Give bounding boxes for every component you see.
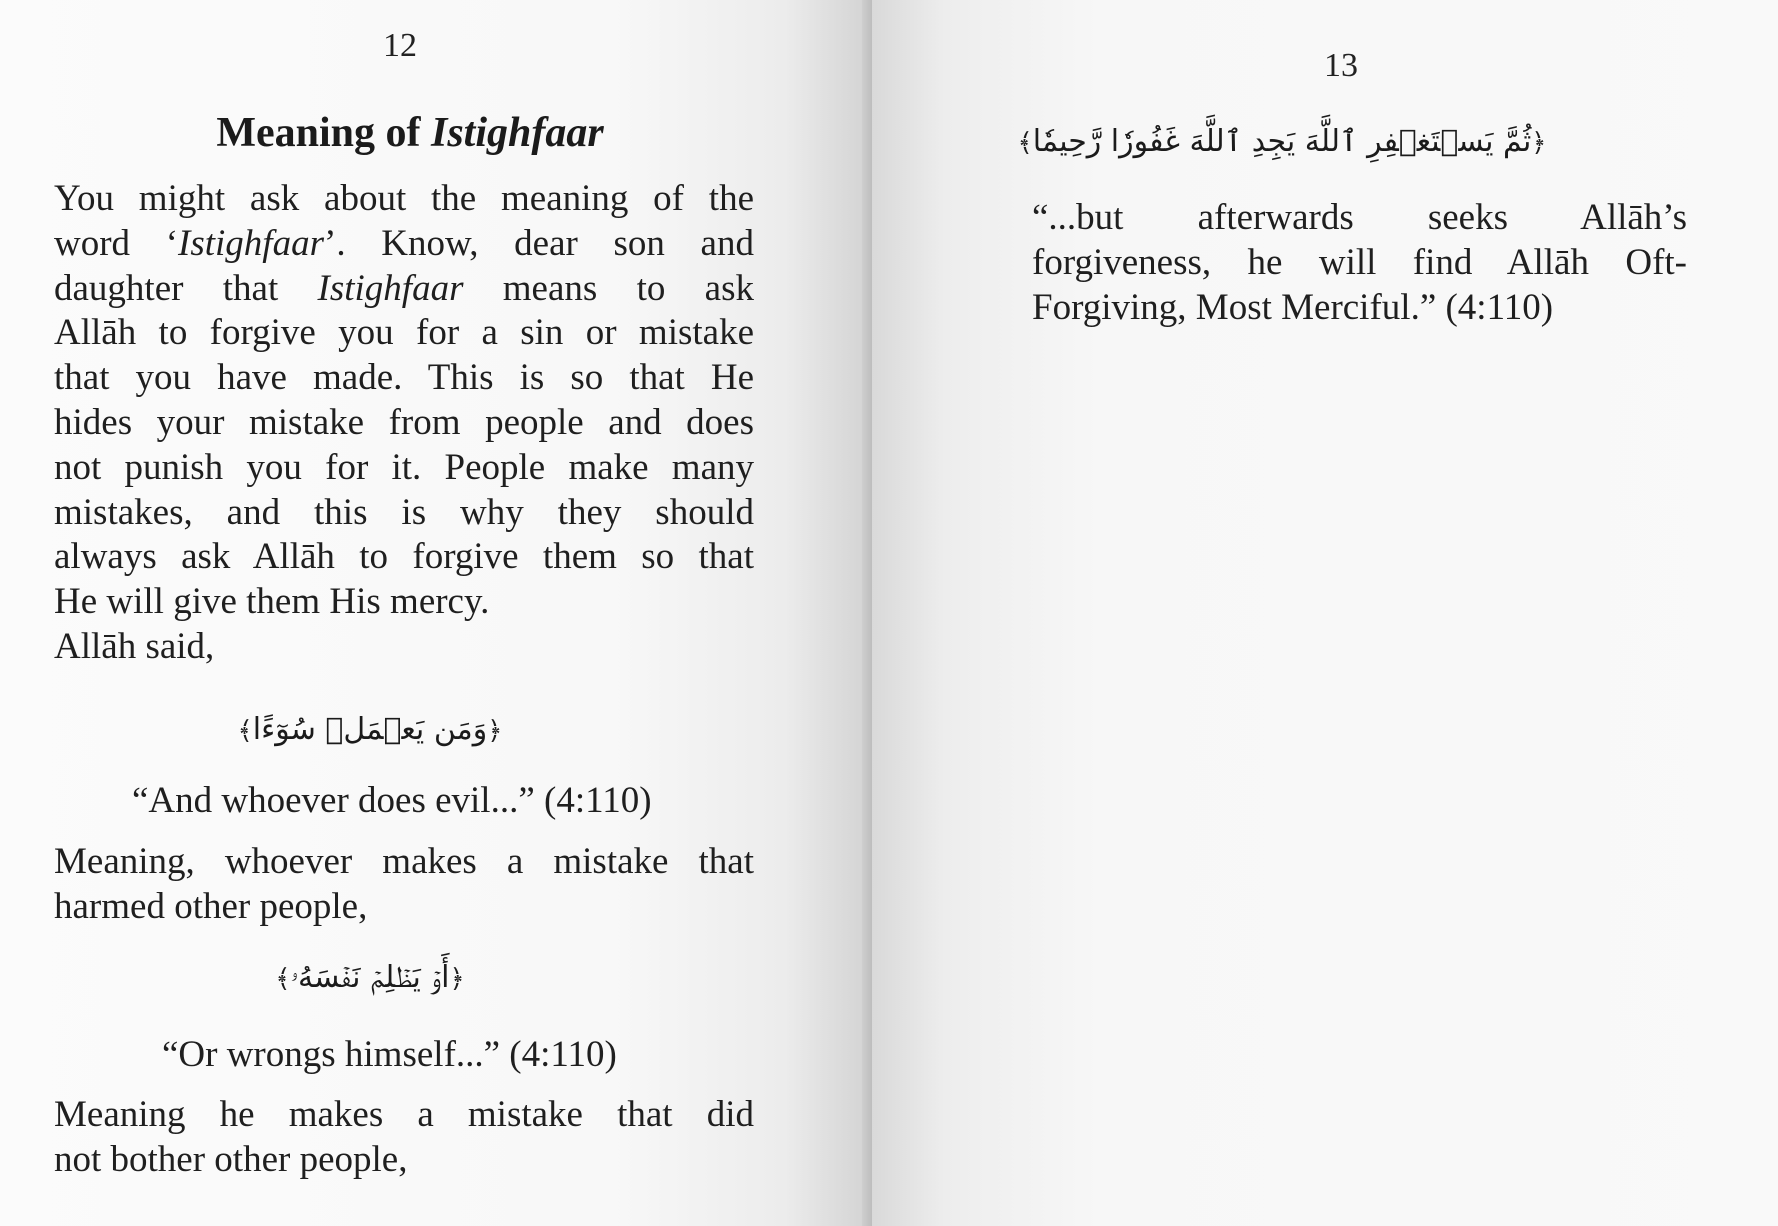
text-line: Meaning he makes a mistake that did: [54, 1094, 754, 1135]
arabic-text: أَوۡ يَظۡلِمۡ نَفۡسَهُۥ: [290, 960, 450, 995]
quran-verse-arabic-1: [160, 712, 580, 747]
arabic-text: وَمَن يَعۡمَلۡ سُوٓءًا: [252, 712, 488, 747]
text-line: always ask Allāh to forgive them so that: [54, 536, 754, 578]
heading-italic-term: Istighfaar: [430, 110, 604, 156]
heading-text: Meaning of: [216, 110, 431, 156]
verse-translation-1: “And whoever does evil...” (4:110): [132, 780, 652, 821]
paragraph-intro: [54, 177, 754, 670]
text-line: Allāh to forgive you for a sin or mistake: [54, 312, 754, 354]
right-page: [872, 0, 1778, 1226]
ornament-open-icon: ﴿: [487, 716, 503, 746]
ornament-close-icon: ﴾: [275, 964, 291, 994]
text-line: He will give them His mercy.: [54, 581, 490, 623]
text-line: that you have made. This is so that He: [54, 357, 754, 399]
text-line: word ‘Istighfaar’. Know, dear son and: [54, 222, 754, 264]
section-heading: [0, 108, 820, 158]
ornament-open-icon: ﴿: [449, 964, 465, 994]
text-line: Forgiving, Most Merciful.” (4:110): [1032, 286, 1554, 328]
text-line: not bother other people,: [54, 1138, 408, 1180]
text-line: You might ask about the meaning of the: [54, 178, 754, 219]
text-line: forgiveness, he will find Allāh Oft-: [1032, 241, 1687, 283]
text-line: hides your mistake from people and does: [54, 401, 754, 443]
ornament-close-icon: ﴾: [1017, 128, 1033, 158]
text-line: mistakes, and this is why they should: [54, 491, 754, 533]
page-number: 12: [383, 27, 417, 64]
quran-verse-arabic-2: [160, 960, 580, 995]
allah-said-line: Allāh said,: [54, 625, 215, 667]
text-line: Meaning, whoever makes a mistake that: [54, 841, 754, 882]
verse-translation: [1032, 196, 1687, 330]
paragraph-meaning-1: [54, 840, 754, 930]
verse-translation-2: “Or wrongs himself...” (4:110): [162, 1034, 617, 1075]
arabic-text: ثُمَّ يَسۡتَغۡفِرِ ٱللَّهَ يَجِدِ ٱللَّهَ غَفُورٗا رَّحِيمٗا: [1032, 124, 1532, 159]
text-line: daughter that Istighfaar means to ask: [54, 267, 754, 309]
text-line: harmed other people,: [54, 885, 368, 927]
ornament-open-icon: ﴿: [1531, 128, 1547, 158]
left-page: [0, 0, 872, 1226]
paragraph-meaning-2: [54, 1093, 754, 1183]
quran-verse-arabic: [1002, 124, 1562, 159]
text-line: not punish you for it. People make many: [54, 446, 754, 488]
text-line: “...but afterwards seeks Allāh’s: [1032, 197, 1687, 238]
page-number: 13: [1324, 47, 1358, 84]
ornament-close-icon: ﴾: [237, 716, 253, 746]
